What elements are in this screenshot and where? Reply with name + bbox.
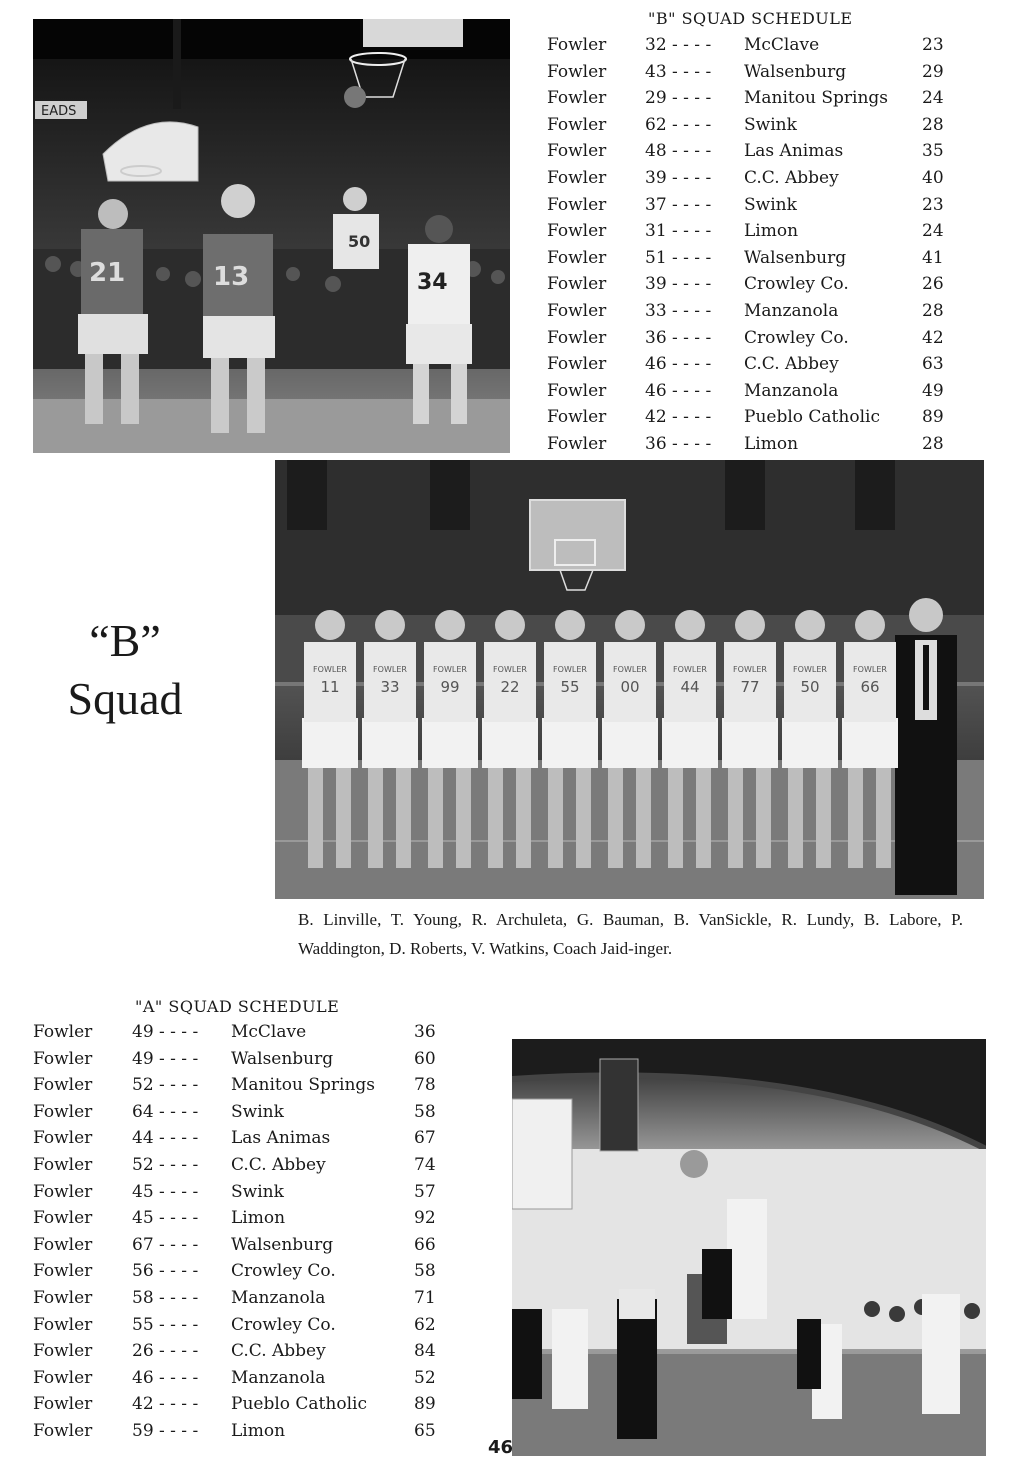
schedule-opponent: Swink xyxy=(744,114,797,135)
schedule-opponent-score: 24 xyxy=(922,221,944,242)
gym-banner-text: EADS xyxy=(41,104,77,119)
schedule-score: 37 xyxy=(645,194,667,215)
schedule-opponent-score: 58 xyxy=(414,1261,436,1282)
schedule-team: Fowler xyxy=(547,114,607,135)
schedule-opponent: Limon xyxy=(744,221,799,242)
schedule-row xyxy=(547,407,947,434)
schedule-opponent-score: 67 xyxy=(414,1128,436,1149)
game-action-photo-bottom xyxy=(512,1039,986,1456)
schedule-opponent-score: 84 xyxy=(414,1341,436,1362)
schedule-score: 59 xyxy=(132,1420,154,1441)
jersey-lettering: FOWLER xyxy=(733,665,767,674)
schedule-opponent-score: 36 xyxy=(414,1022,436,1042)
jersey-lettering: FOWLER xyxy=(853,665,887,674)
schedule-score: 42 xyxy=(132,1394,154,1415)
schedule-score: 52 xyxy=(132,1075,154,1096)
schedule-opponent: Swink xyxy=(231,1101,284,1122)
schedule-row xyxy=(547,141,947,168)
schedule-opponent-score: 23 xyxy=(922,194,944,215)
jersey-number: 55 xyxy=(560,678,580,696)
schedule-opponent-score: 40 xyxy=(922,167,944,188)
schedule-opponent: Manzanola xyxy=(231,1367,326,1388)
schedule-opponent: Manzanola xyxy=(231,1287,326,1308)
schedule-team: Fowler xyxy=(33,1128,93,1149)
schedule-opponent-score: 71 xyxy=(414,1287,436,1308)
schedule-opponent: Crowley Co. xyxy=(744,274,849,295)
schedule-score: 46 xyxy=(645,380,667,401)
schedule-team: Fowler xyxy=(33,1261,93,1282)
a-squad-schedule-title: "A" SQUAD SCHEDULE xyxy=(135,997,340,1016)
schedule-team: Fowler xyxy=(33,1048,93,1069)
schedule-separator: - - - - xyxy=(672,380,712,401)
schedule-team: Fowler xyxy=(33,1420,93,1441)
schedule-opponent-score: 66 xyxy=(414,1234,436,1255)
schedule-separator: - - - - xyxy=(159,1420,199,1441)
schedule-row xyxy=(547,381,947,408)
schedule-row xyxy=(33,1315,443,1342)
schedule-separator: - - - - xyxy=(672,88,712,109)
schedule-team: Fowler xyxy=(547,194,607,215)
schedule-separator: - - - - xyxy=(159,1234,199,1255)
schedule-row xyxy=(547,434,947,461)
schedule-opponent-score: 74 xyxy=(414,1154,436,1175)
schedule-row xyxy=(33,1075,443,1102)
schedule-score: 42 xyxy=(645,407,667,428)
schedule-row xyxy=(547,221,947,248)
schedule-team: Fowler xyxy=(33,1394,93,1415)
schedule-score: 51 xyxy=(645,247,667,268)
jersey-lettering: FOWLER xyxy=(613,665,647,674)
schedule-team: Fowler xyxy=(547,300,607,321)
schedule-team: Fowler xyxy=(547,141,607,162)
schedule-opponent-score: 41 xyxy=(922,247,944,268)
schedule-team: Fowler xyxy=(547,274,607,295)
schedule-separator: - - - - xyxy=(159,1394,199,1415)
schedule-score: 26 xyxy=(132,1341,154,1362)
b-squad-team-photo xyxy=(275,460,984,899)
b-squad-schedule-title: "B" SQUAD SCHEDULE xyxy=(648,9,853,28)
schedule-team: Fowler xyxy=(33,1208,93,1229)
schedule-separator: - - - - xyxy=(159,1048,199,1069)
schedule-row xyxy=(547,35,947,62)
schedule-opponent-score: 42 xyxy=(922,327,944,348)
schedule-team: Fowler xyxy=(547,380,607,401)
jersey-number: 66 xyxy=(860,678,880,696)
schedule-team: Fowler xyxy=(33,1314,93,1335)
schedule-row xyxy=(547,195,947,222)
schedule-separator: - - - - xyxy=(672,407,712,428)
schedule-row xyxy=(33,1128,443,1155)
schedule-separator: - - - - xyxy=(672,167,712,188)
schedule-row xyxy=(547,354,947,381)
schedule-team: Fowler xyxy=(33,1234,93,1255)
schedule-score: 43 xyxy=(645,61,667,82)
schedule-opponent-score: 60 xyxy=(414,1048,436,1069)
jersey-number: 50 xyxy=(800,678,820,696)
schedule-score: 29 xyxy=(645,88,667,109)
schedule-opponent: Manzanola xyxy=(744,380,839,401)
jersey-number: 13 xyxy=(213,262,250,292)
schedule-row xyxy=(33,1208,443,1235)
jersey-number: 11 xyxy=(320,678,340,696)
schedule-opponent: Crowley Co. xyxy=(231,1261,336,1282)
schedule-row xyxy=(33,1155,443,1182)
schedule-score: 64 xyxy=(132,1101,154,1122)
schedule-opponent-score: 63 xyxy=(922,354,944,375)
schedule-opponent: Walsenburg xyxy=(744,247,847,268)
schedule-score: 36 xyxy=(645,433,667,454)
schedule-opponent: C.C. Abbey xyxy=(744,354,839,375)
schedule-score: 48 xyxy=(645,141,667,162)
schedule-score: 55 xyxy=(132,1314,154,1335)
schedule-separator: - - - - xyxy=(672,35,712,55)
schedule-opponent-score: 49 xyxy=(922,380,944,401)
schedule-opponent-score: 89 xyxy=(414,1394,436,1415)
schedule-opponent: Walsenburg xyxy=(231,1048,334,1069)
jersey-number: 33 xyxy=(380,678,400,696)
schedule-score: 58 xyxy=(132,1287,154,1308)
schedule-row xyxy=(33,1368,443,1395)
schedule-separator: - - - - xyxy=(672,221,712,242)
schedule-row xyxy=(547,301,947,328)
schedule-row xyxy=(33,1102,443,1129)
jersey-number: 34 xyxy=(417,270,448,295)
schedule-opponent: Pueblo Catholic xyxy=(231,1394,367,1415)
schedule-separator: - - - - xyxy=(159,1261,199,1282)
schedule-separator: - - - - xyxy=(672,354,712,375)
schedule-team: Fowler xyxy=(547,221,607,242)
schedule-score: 39 xyxy=(645,167,667,188)
schedule-team: Fowler xyxy=(547,88,607,109)
schedule-team: Fowler xyxy=(547,35,607,55)
schedule-score: 33 xyxy=(645,300,667,321)
schedule-opponent: Manitou Springs xyxy=(744,88,888,109)
a-squad-schedule xyxy=(33,1022,443,1448)
schedule-separator: - - - - xyxy=(159,1314,199,1335)
jersey-number: 50 xyxy=(348,232,371,251)
schedule-opponent: Pueblo Catholic xyxy=(744,407,880,428)
schedule-opponent: Limon xyxy=(744,433,799,454)
schedule-row xyxy=(547,115,947,142)
schedule-team: Fowler xyxy=(33,1154,93,1175)
schedule-opponent-score: 28 xyxy=(922,114,944,135)
schedule-separator: - - - - xyxy=(159,1208,199,1229)
schedule-opponent: Crowley Co. xyxy=(744,327,849,348)
schedule-opponent-score: 35 xyxy=(922,141,944,162)
schedule-separator: - - - - xyxy=(159,1287,199,1308)
schedule-opponent-score: 29 xyxy=(922,61,944,82)
schedule-row xyxy=(33,1394,443,1421)
schedule-separator: - - - - xyxy=(159,1101,199,1122)
schedule-opponent-score: 28 xyxy=(922,300,944,321)
schedule-score: 39 xyxy=(645,274,667,295)
schedule-team: Fowler xyxy=(547,61,607,82)
jersey-lettering: FOWLER xyxy=(673,665,707,674)
schedule-team: Fowler xyxy=(33,1341,93,1362)
b-squad-heading xyxy=(40,612,210,728)
b-squad-heading-line1: “B” xyxy=(89,615,161,666)
schedule-opponent-score: 92 xyxy=(414,1208,436,1229)
schedule-opponent: Manzanola xyxy=(744,300,839,321)
schedule-score: 56 xyxy=(132,1261,154,1282)
jersey-lettering: FOWLER xyxy=(313,665,347,674)
schedule-team: Fowler xyxy=(33,1181,93,1202)
schedule-opponent-score: 26 xyxy=(922,274,944,295)
schedule-opponent: McClave xyxy=(231,1022,307,1042)
schedule-team: Fowler xyxy=(547,433,607,454)
jersey-lettering: FOWLER xyxy=(493,665,527,674)
schedule-opponent: C.C. Abbey xyxy=(744,167,839,188)
schedule-team: Fowler xyxy=(547,167,607,188)
schedule-separator: - - - - xyxy=(672,247,712,268)
schedule-opponent-score: 89 xyxy=(922,407,944,428)
schedule-score: 44 xyxy=(132,1128,154,1149)
schedule-separator: - - - - xyxy=(159,1181,199,1202)
schedule-separator: - - - - xyxy=(672,61,712,82)
schedule-team: Fowler xyxy=(33,1101,93,1122)
schedule-opponent: Swink xyxy=(231,1181,284,1202)
schedule-opponent-score: 57 xyxy=(414,1181,436,1202)
schedule-score: 49 xyxy=(132,1022,154,1042)
jersey-number: 99 xyxy=(440,678,460,696)
schedule-separator: - - - - xyxy=(672,433,712,454)
schedule-team: Fowler xyxy=(33,1075,93,1096)
jersey-number: 77 xyxy=(740,678,760,696)
schedule-separator: - - - - xyxy=(159,1128,199,1149)
schedule-opponent: Limon xyxy=(231,1208,286,1229)
schedule-row xyxy=(33,1341,443,1368)
jersey-number: 21 xyxy=(89,258,126,288)
schedule-opponent: Las Animas xyxy=(231,1128,331,1149)
schedule-row xyxy=(33,1022,443,1049)
schedule-row xyxy=(33,1182,443,1209)
team-photo-caption: B. Linville, T. Young, R. Archuleta, G. Bauman, B. VanSickle, R. Lundy, B. Labore, P. Waddington, D. Roberts, V. Watkins, Coach Jaid-inger. xyxy=(298,910,963,958)
schedule-opponent-score: 52 xyxy=(414,1367,436,1388)
jersey-lettering: FOWLER xyxy=(793,665,827,674)
schedule-row xyxy=(547,88,947,115)
schedule-opponent: C.C. Abbey xyxy=(231,1341,326,1362)
schedule-opponent: Crowley Co. xyxy=(231,1314,336,1335)
schedule-separator: - - - - xyxy=(159,1075,199,1096)
schedule-row xyxy=(33,1049,443,1076)
schedule-separator: - - - - xyxy=(159,1341,199,1362)
schedule-opponent-score: 24 xyxy=(922,88,944,109)
schedule-row xyxy=(33,1261,443,1288)
schedule-opponent: McClave xyxy=(744,35,820,55)
schedule-row xyxy=(547,274,947,301)
schedule-team: Fowler xyxy=(547,247,607,268)
schedule-row xyxy=(547,62,947,89)
schedule-opponent-score: 78 xyxy=(414,1075,436,1096)
schedule-score: 67 xyxy=(132,1234,154,1255)
schedule-separator: - - - - xyxy=(159,1154,199,1175)
schedule-opponent-score: 28 xyxy=(922,433,944,454)
schedule-score: 31 xyxy=(645,221,667,242)
schedule-score: 49 xyxy=(132,1048,154,1069)
schedule-separator: - - - - xyxy=(672,300,712,321)
schedule-opponent: C.C. Abbey xyxy=(231,1154,326,1175)
schedule-row xyxy=(33,1421,443,1448)
jersey-lettering: FOWLER xyxy=(433,665,467,674)
schedule-score: 36 xyxy=(645,327,667,348)
schedule-row xyxy=(547,328,947,355)
schedule-opponent: Swink xyxy=(744,194,797,215)
schedule-row xyxy=(33,1288,443,1315)
schedule-score: 52 xyxy=(132,1154,154,1175)
jersey-lettering: FOWLER xyxy=(553,665,587,674)
schedule-score: 45 xyxy=(132,1208,154,1229)
schedule-score: 46 xyxy=(132,1367,154,1388)
schedule-row xyxy=(547,168,947,195)
schedule-score: 46 xyxy=(645,354,667,375)
schedule-team: Fowler xyxy=(547,354,607,375)
schedule-separator: - - - - xyxy=(672,141,712,162)
b-squad-schedule xyxy=(547,35,947,461)
schedule-row xyxy=(547,248,947,275)
schedule-opponent: Las Animas xyxy=(744,141,844,162)
jersey-number: 22 xyxy=(500,678,520,696)
schedule-opponent-score: 65 xyxy=(414,1420,436,1441)
schedule-opponent-score: 62 xyxy=(414,1314,436,1335)
schedule-separator: - - - - xyxy=(159,1367,199,1388)
schedule-score: 45 xyxy=(132,1181,154,1202)
schedule-score: 62 xyxy=(645,114,667,135)
jersey-number: 00 xyxy=(620,678,640,696)
schedule-separator: - - - - xyxy=(672,274,712,295)
schedule-team: Fowler xyxy=(547,407,607,428)
schedule-opponent: Limon xyxy=(231,1420,286,1441)
jersey-lettering: FOWLER xyxy=(373,665,407,674)
schedule-team: Fowler xyxy=(33,1367,93,1388)
schedule-team: Fowler xyxy=(33,1022,93,1042)
schedule-opponent-score: 58 xyxy=(414,1101,436,1122)
schedule-opponent: Manitou Springs xyxy=(231,1075,375,1096)
schedule-separator: - - - - xyxy=(159,1022,199,1042)
page-number: 46 xyxy=(488,1437,514,1458)
schedule-score: 32 xyxy=(645,35,667,55)
schedule-opponent: Walsenburg xyxy=(231,1234,334,1255)
schedule-separator: - - - - xyxy=(672,327,712,348)
schedule-separator: - - - - xyxy=(672,114,712,135)
schedule-team: Fowler xyxy=(547,327,607,348)
jersey-number: 44 xyxy=(680,678,700,696)
schedule-opponent: Walsenburg xyxy=(744,61,847,82)
game-action-photo-top xyxy=(33,19,510,453)
schedule-row xyxy=(33,1235,443,1262)
schedule-team: Fowler xyxy=(33,1287,93,1308)
schedule-opponent-score: 23 xyxy=(922,35,944,55)
b-squad-heading-line2: Squad xyxy=(67,673,183,724)
schedule-separator: - - - - xyxy=(672,194,712,215)
